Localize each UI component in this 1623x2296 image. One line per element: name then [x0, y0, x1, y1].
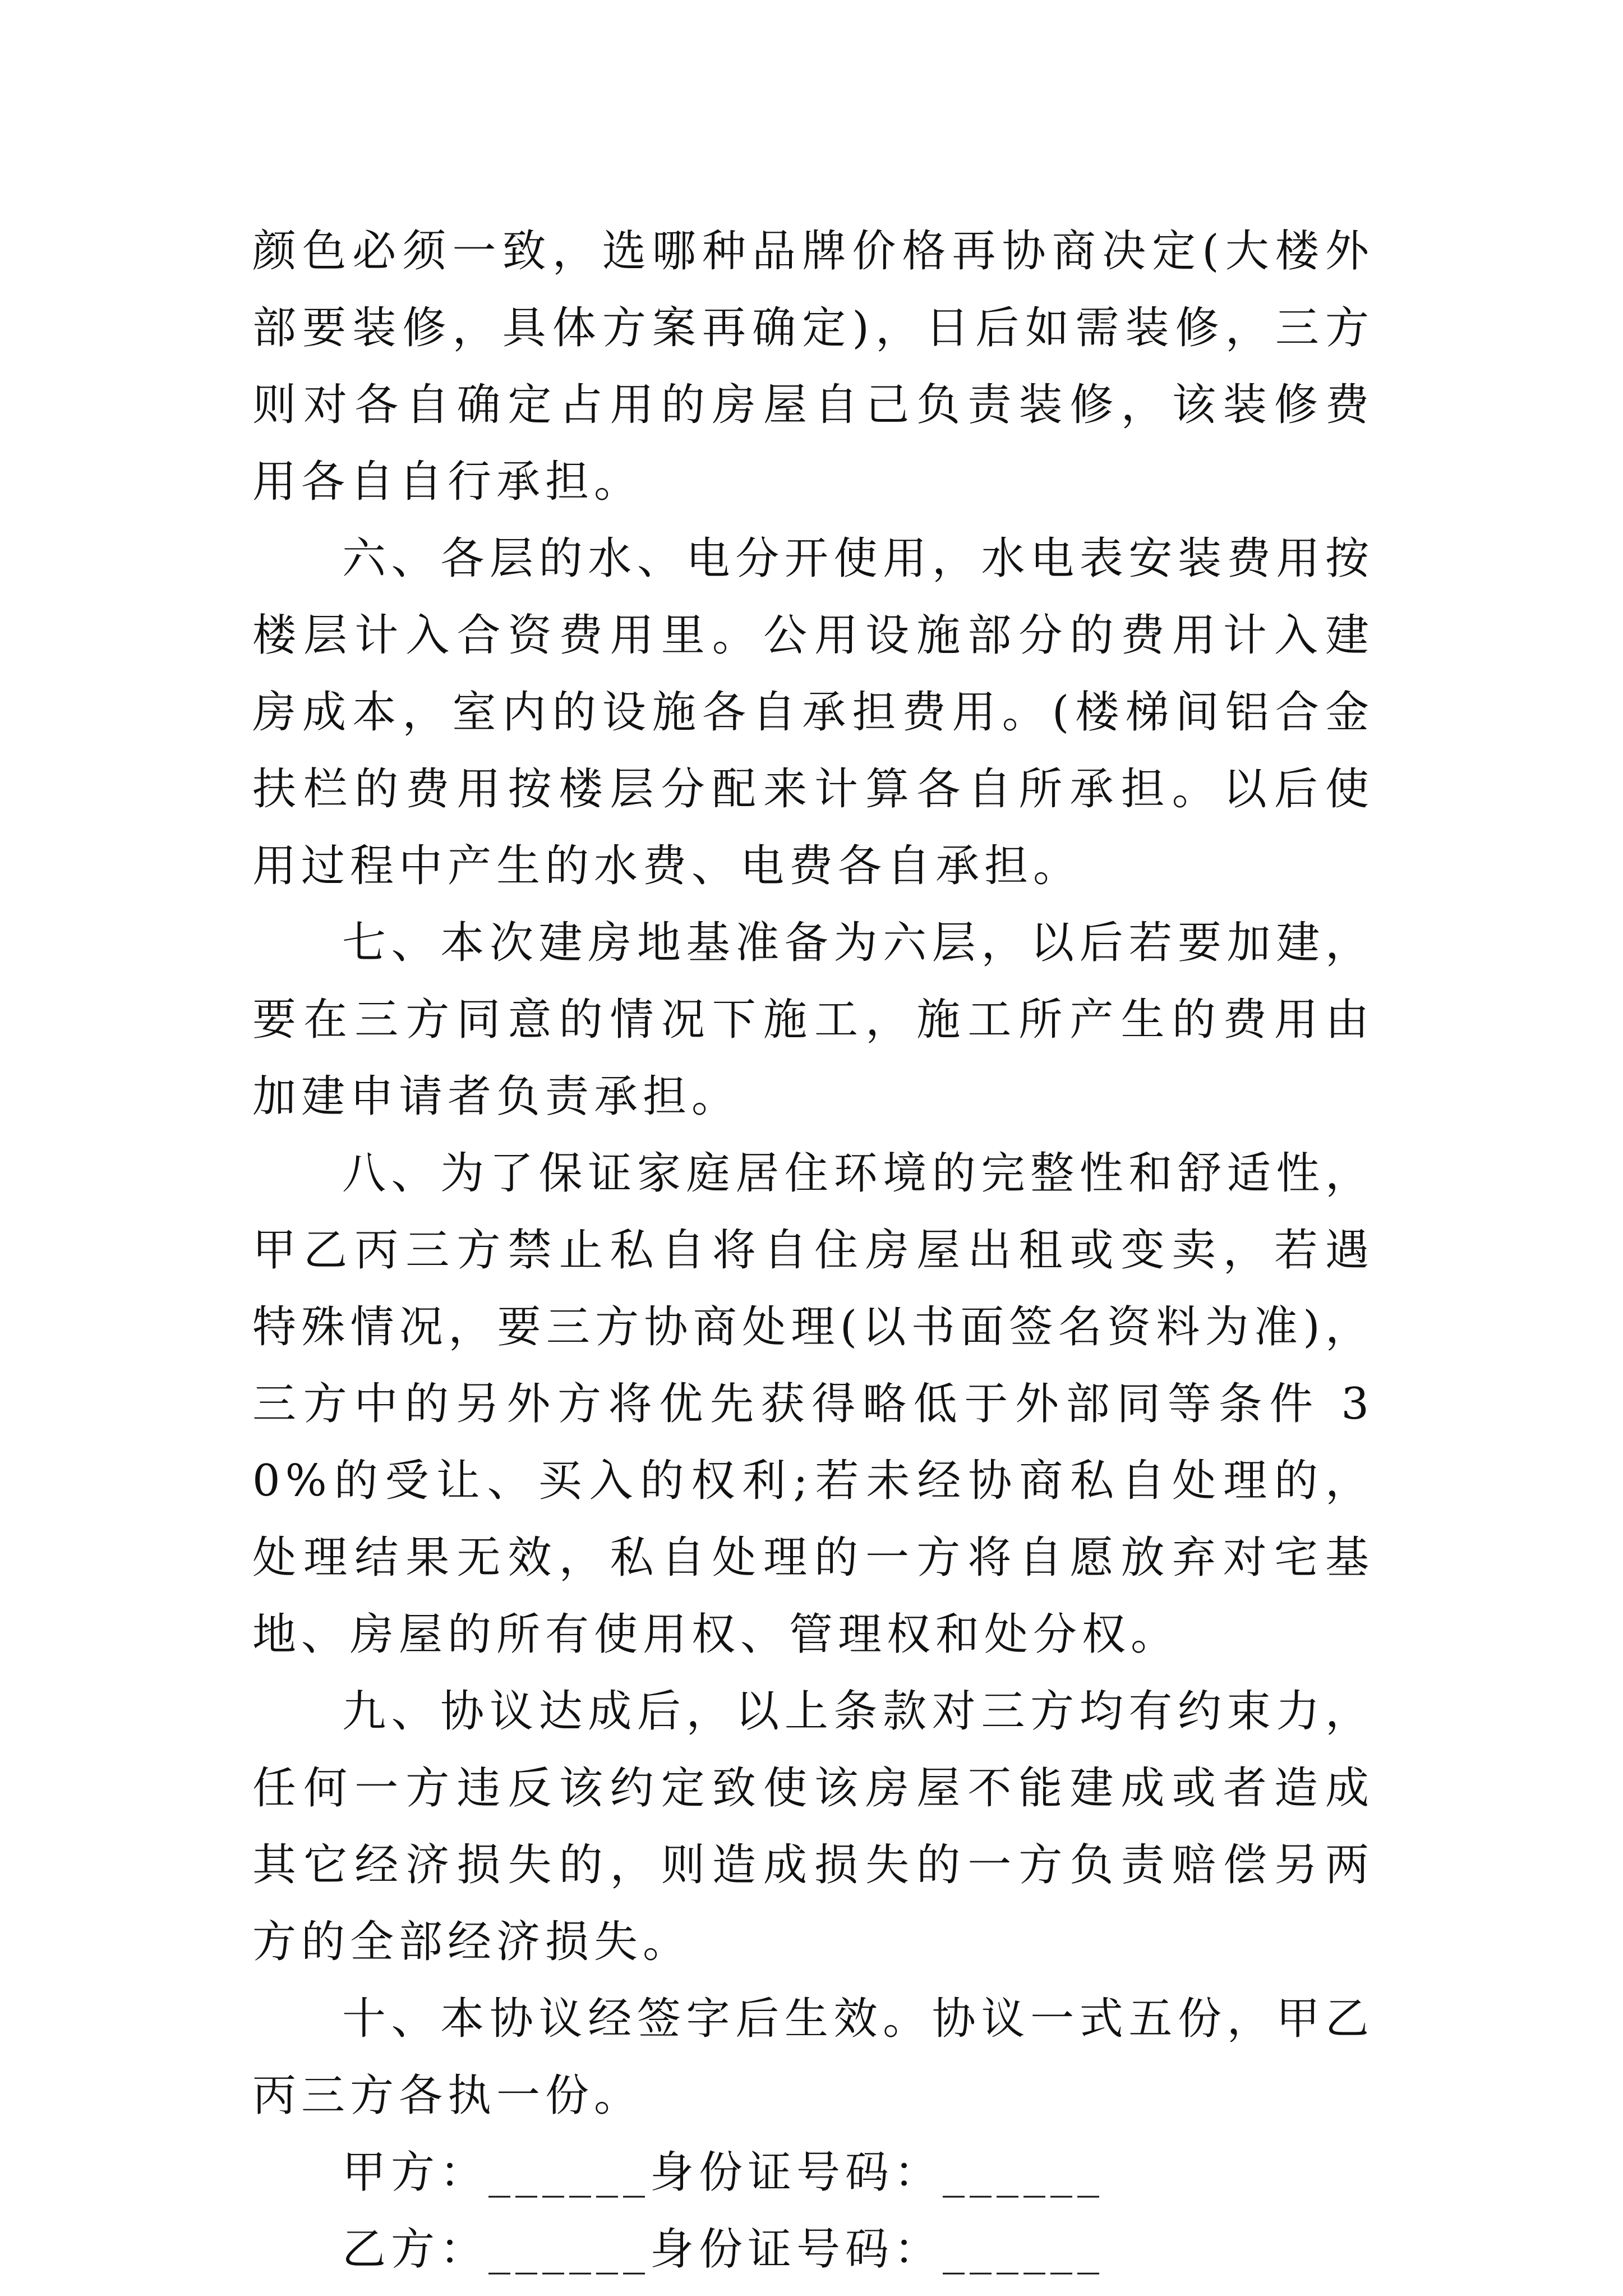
paragraph-clause-eight: 八、为了保证家庭居住环境的完整性和舒适性，甲乙丙三方禁止私自将自住房屋出租或变卖，若遇特殊情况，要三方协商处理(以书面签名资料为准)，三方中的另外方将优先获得略低于外部同等条件 30%的受让、买入的权利;若未经协商私自处理的，处理结果无效，私自处理的一方将自愿放弃对宅基地、房屋的所有使用权、管理权和处分权。: [252, 1148, 1374, 1660]
document-page: [252, 213, 1374, 2288]
paragraph-clause-nine: 九、协议达成后，以上条款对三方均有约束力，任何一方违反该约定致使该房屋不能建成或者造成其它经济损失的，则造成损失的一方负责赔偿另两方的全部经济损失。: [252, 1686, 1374, 1967]
paragraph-clause-ten: 十、本协议经签字后生效。协议一式五份，甲乙丙三方各执一份。: [252, 1994, 1374, 2121]
signature-line-party-b: 乙方：______身份证号码：______: [342, 2224, 1105, 2275]
paragraph-clause-six: 六、各层的水、电分开使用，水电表安装费用按楼层计入合资费用里。公用设施部分的费用计入建房成本，室内的设施各自承担费用。(楼梯间铝合金扶栏的费用按楼层分配来计算各自所承担。以后使用过程中产生的水费、电费各自承担。: [252, 533, 1374, 891]
signature-line-party-a: 甲方：______身份证号码：______: [342, 2147, 1105, 2198]
paragraph-clause-seven: 七、本次建房地基准备为六层，以后若要加建，要在三方同意的情况下施工，施工所产生的费用由加建申请者负责承担。: [252, 918, 1374, 1122]
paragraph-continued: 颜色必须一致，选哪种品牌价格再协商决定(大楼外部要装修，具体方案再确定)，日后如需装修，三方则对各自确定占用的房屋自己负责装修，该装修费用各自自行承担。: [252, 226, 1374, 507]
